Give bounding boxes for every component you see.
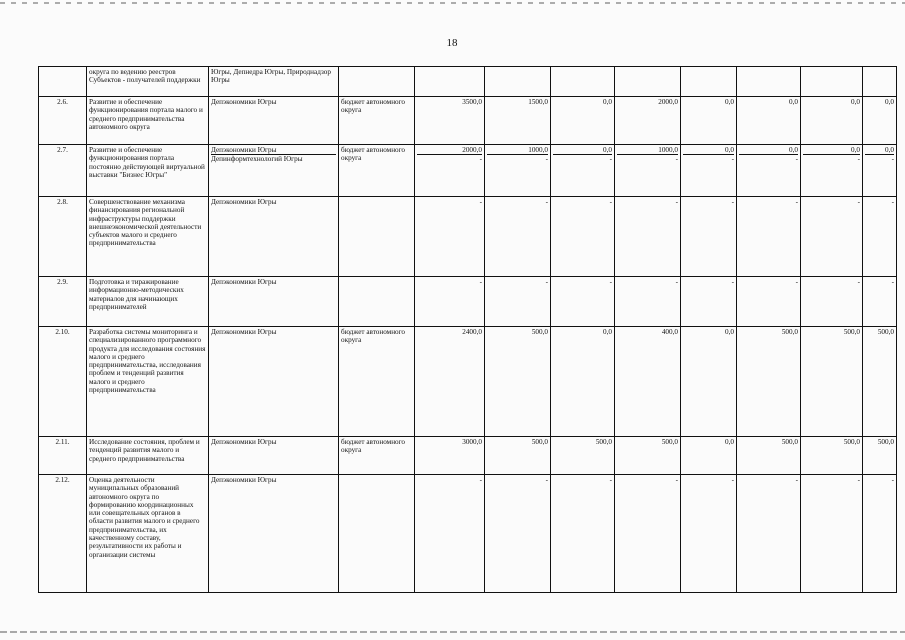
amount-value: - [479,198,482,206]
amount-value: 500,0 [781,328,798,336]
amount-value: 0,0 [851,98,860,106]
amount-value: - [731,476,734,484]
row-number-cell [39,67,87,97]
executors-cell [209,145,339,197]
amount-cell [801,67,863,97]
funding-source-cell [339,277,415,327]
amount-value: 500,0 [877,328,894,336]
amount-cell [801,437,863,475]
funding-source-cell [339,475,415,593]
measure-name-cell: Развитие и обеспечение функционирования портала постоянно действующей виртуальной выставки "Бизнес Югры" [87,145,209,197]
amount-value: - [609,155,612,164]
amount-value: 0,0 [789,98,798,106]
measure-name-cell: Совершенствование механизма финансирования региональной инфраструктуры поддержки внешнеэкономической деятельности субъектов малого и среднего предпринимательства [87,197,209,277]
row-number-cell: 2.8. [39,197,87,277]
measure-name-cell: Развитие и обеспечение функционирования портала малого и среднего предпринимательства автономного округа [87,97,209,145]
amount-value: 0,0 [603,328,612,336]
amount-cell [415,327,485,437]
amount-value: 500,0 [661,438,678,446]
amount-value: - [479,155,482,164]
amount-value: 500,0 [531,328,548,336]
amount-cell [551,145,615,197]
amount-cell [485,145,551,197]
executor-name: Депинформтехнологий Югры [211,155,303,164]
amount-cell [415,277,485,327]
table-row [39,197,897,277]
executor-name: Депэкономики Югры [211,476,277,484]
amount-cell [615,327,681,437]
amount-cell [415,67,485,97]
amount-cell [415,145,485,197]
amount-value: 0,0 [725,98,734,106]
amount-cell [681,437,737,475]
amount-value: - [857,278,860,286]
amount-value: 0,0 [739,146,798,155]
amount-cell [863,97,897,145]
amount-cell [615,277,681,327]
amount-cell [801,327,863,437]
amount-value: - [545,155,548,164]
amount-cell [615,475,681,593]
amount-cell [551,277,615,327]
amount-value: - [479,476,482,484]
amount-cell [615,197,681,277]
table-row [39,327,897,437]
amount-value: - [795,198,798,206]
table-row [39,67,897,97]
executor-name: Депэкономики Югры [211,98,277,106]
amount-cell [681,475,737,593]
amount-cell [551,197,615,277]
amount-cell [681,197,737,277]
amount-value: - [857,198,860,206]
row-number-cell: 2.10. [39,327,87,437]
amount-cell [551,327,615,437]
amount-value: 0,0 [885,98,894,106]
amount-value: 500,0 [531,438,548,446]
amount-value: - [891,278,894,286]
row-number-cell: 2.7. [39,145,87,197]
amount-value: 500,0 [843,328,860,336]
amount-cell [737,475,801,593]
amount-value: - [891,476,894,484]
amount-cell [485,475,551,593]
amount-value: 2400,0 [462,328,482,336]
amount-value: 0,0 [683,146,734,155]
amount-value: 1000,0 [487,146,548,155]
amount-value: 2000,0 [658,98,678,106]
amount-cell [737,67,801,97]
executor-name: Депэкономики Югры [211,438,277,446]
amount-cell [737,197,801,277]
amount-cell [863,67,897,97]
amount-value: 0,0 [603,98,612,106]
scan-edge-bottom [0,631,905,633]
amount-cell [863,437,897,475]
amount-value: - [609,278,612,286]
amount-value: - [479,278,482,286]
amount-cell [615,437,681,475]
executors-cell [209,97,339,145]
executors-cell [209,197,339,277]
executor-name: Югры, Депнедра Югры, Природнадзор Югры [211,68,331,85]
executors-cell [209,475,339,593]
amount-cell [415,475,485,593]
measure-name-cell: Исследование состояния, проблем и тенденций развития малого и среднего предпринимательства [87,437,209,475]
amount-value: 1500,0 [528,98,548,106]
funding-source-cell [339,67,415,97]
amount-cell [551,97,615,145]
row-number-cell: 2.9. [39,277,87,327]
amount-cell [415,97,485,145]
measure-name-cell: Оценка деятельности муниципальных образований автономного округа по формированию координационных или совещательных органов в области развития малого и среднего предпринимательства, их качественному составу, результативности их работы и организации системы [87,475,209,593]
amount-value: - [675,278,678,286]
amount-cell [737,327,801,437]
table-row [39,437,897,475]
funding-source-cell: бюджет автономного округа [339,97,415,145]
amount-value: 0,0 [725,328,734,336]
executors-cell [209,277,339,327]
amount-cell [485,97,551,145]
amount-cell [801,475,863,593]
amount-cell [801,97,863,145]
executors-cell [209,67,339,97]
amount-value: 0,0 [725,438,734,446]
amount-cell [415,197,485,277]
measure-name-cell: округа по ведению реестров Субъектов - получателей поддержки [87,67,209,97]
executor-name: Депэкономики Югры [211,278,277,286]
measure-name-cell: Разработка системы мониторинга и специализированного программного продукта для исследования состояния малого и среднего предпринимательства, исследования проблем и тенденций развития малого и среднего предпринимательства [87,327,209,437]
amount-value: - [795,476,798,484]
amount-cell [863,145,897,197]
amount-value: 3000,0 [462,438,482,446]
program-measures-table [38,66,897,593]
amount-cell [681,67,737,97]
amount-value: - [731,155,734,164]
amount-cell [551,437,615,475]
amount-value: - [795,278,798,286]
amount-cell [863,197,897,277]
executors-cell [209,327,339,437]
page-number: 18 [446,37,458,49]
amount-value: - [609,198,612,206]
amount-value: 500,0 [843,438,860,446]
amount-value: - [731,198,734,206]
executor-name: Депэкономики Югры [211,328,277,336]
row-number-cell: 2.12. [39,475,87,593]
amount-value: 500,0 [877,438,894,446]
amount-value: - [731,278,734,286]
funding-source-cell: бюджет автономного округа [339,145,415,197]
amount-value: - [545,476,548,484]
amount-value: 400,0 [661,328,678,336]
amount-cell [551,475,615,593]
amount-value: - [857,155,860,164]
amount-cell [615,145,681,197]
amount-value: 500,0 [595,438,612,446]
amount-value: 0,0 [865,146,894,155]
amount-value: - [609,476,612,484]
funding-source-cell: бюджет автономного округа [339,327,415,437]
amount-value: - [857,476,860,484]
table-body [39,67,897,593]
amount-value: - [545,278,548,286]
amount-cell [485,197,551,277]
amount-cell [737,145,801,197]
table-row [39,475,897,593]
amount-cell [681,97,737,145]
table-row [39,97,897,145]
amount-value: 2000,0 [417,146,482,155]
amount-cell [681,145,737,197]
amount-cell [485,327,551,437]
funding-source-cell [339,197,415,277]
amount-cell [863,327,897,437]
amount-cell [737,277,801,327]
measure-name-cell: Подготовка и тиражирование информационно-методических материалов для начинающих предпринимателей [87,277,209,327]
amount-cell [801,145,863,197]
executor-name: Депэкономики Югры [211,146,336,155]
amount-value: - [675,476,678,484]
amount-value: - [675,198,678,206]
amount-value: - [891,155,894,164]
amount-value: - [891,198,894,206]
amount-value: 500,0 [781,438,798,446]
table-row [39,145,897,197]
executor-name: Депэкономики Югры [211,198,277,206]
amount-value: 0,0 [553,146,612,155]
executors-cell [209,437,339,475]
amount-cell [801,197,863,277]
amount-value: 3500,0 [462,98,482,106]
funding-source-cell: бюджет автономного округа [339,437,415,475]
amount-cell [737,437,801,475]
amount-cell [801,277,863,327]
amount-cell [485,437,551,475]
table-row [39,277,897,327]
amount-value: 0,0 [803,146,860,155]
amount-cell [681,327,737,437]
amount-value: 1000,0 [617,146,678,155]
amount-cell [615,67,681,97]
amount-cell [737,97,801,145]
row-number-cell: 2.6. [39,97,87,145]
scan-edge-top [0,2,905,4]
amount-cell [681,277,737,327]
amount-cell [551,67,615,97]
row-number-cell: 2.11. [39,437,87,475]
amount-cell [615,97,681,145]
amount-cell [863,475,897,593]
amount-value: - [795,155,798,164]
amount-cell [415,437,485,475]
amount-cell [863,277,897,327]
amount-cell [485,277,551,327]
amount-cell [485,67,551,97]
amount-value: - [545,198,548,206]
amount-value: - [675,155,678,164]
